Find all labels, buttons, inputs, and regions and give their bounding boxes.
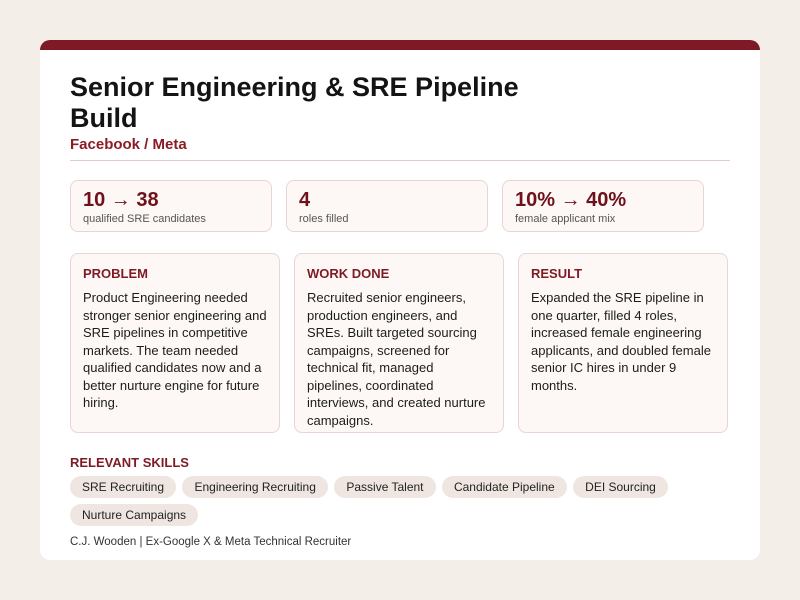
stat-label: qualified SRE candidates <box>83 213 206 225</box>
case-study-card <box>40 40 760 560</box>
skill-tag: Passive Talent <box>334 476 435 498</box>
section-heading: PROBLEM <box>83 266 148 281</box>
section-body: Expanded the SRE pipeline in one quarter, filled 4 roles, increased female engineering applicants, and doubled female senior IC hires in under 9 months. <box>531 290 711 393</box>
company-name: Facebook / Meta <box>70 136 187 153</box>
section-heading: RESULT <box>531 266 583 281</box>
skills-heading: RELEVANT SKILLS <box>70 455 189 470</box>
page-title: Senior Engineering & SRE Pipeline Build <box>70 72 519 133</box>
problem-section <box>70 253 280 433</box>
section-body: Product Engineering needed stronger senior engineering and SRE pipelines in competitive markets. The team needed qualified candidates now and a better nurture engine for future hiring. <box>83 290 267 410</box>
stat-card-female-mix <box>502 180 704 232</box>
skills-list <box>70 476 730 532</box>
skill-tag: Engineering Recruiting <box>182 476 327 498</box>
stat-card-candidates <box>70 180 272 232</box>
stat-value: 10 → 38 <box>83 189 159 211</box>
section-heading: WORK DONE <box>307 266 390 281</box>
divider <box>70 160 730 161</box>
skill-tag: Candidate Pipeline <box>442 476 567 498</box>
skill-tag: DEI Sourcing <box>573 476 668 498</box>
result-section <box>518 253 728 433</box>
stat-label: roles filled <box>299 213 349 225</box>
stat-card-roles <box>286 180 488 232</box>
footer-credit: C.J. Wooden | Ex-Google X & Meta Technical Recruiter <box>70 536 352 548</box>
work-done-section <box>294 253 504 433</box>
section-body: Recruited senior engineers, production engineers, and SREs. Built targeted sourcing campaigns, screened for technical fit, managed pipelines, coordinated interviews, and created nurture campaigns. <box>307 290 486 428</box>
skill-tag: Nurture Campaigns <box>70 504 198 526</box>
skill-tag: SRE Recruiting <box>70 476 176 498</box>
stat-value: 10% → 40% <box>515 189 627 211</box>
accent-bar <box>40 40 760 50</box>
stat-label: female applicant mix <box>515 213 616 225</box>
stat-value: 4 <box>299 189 311 211</box>
